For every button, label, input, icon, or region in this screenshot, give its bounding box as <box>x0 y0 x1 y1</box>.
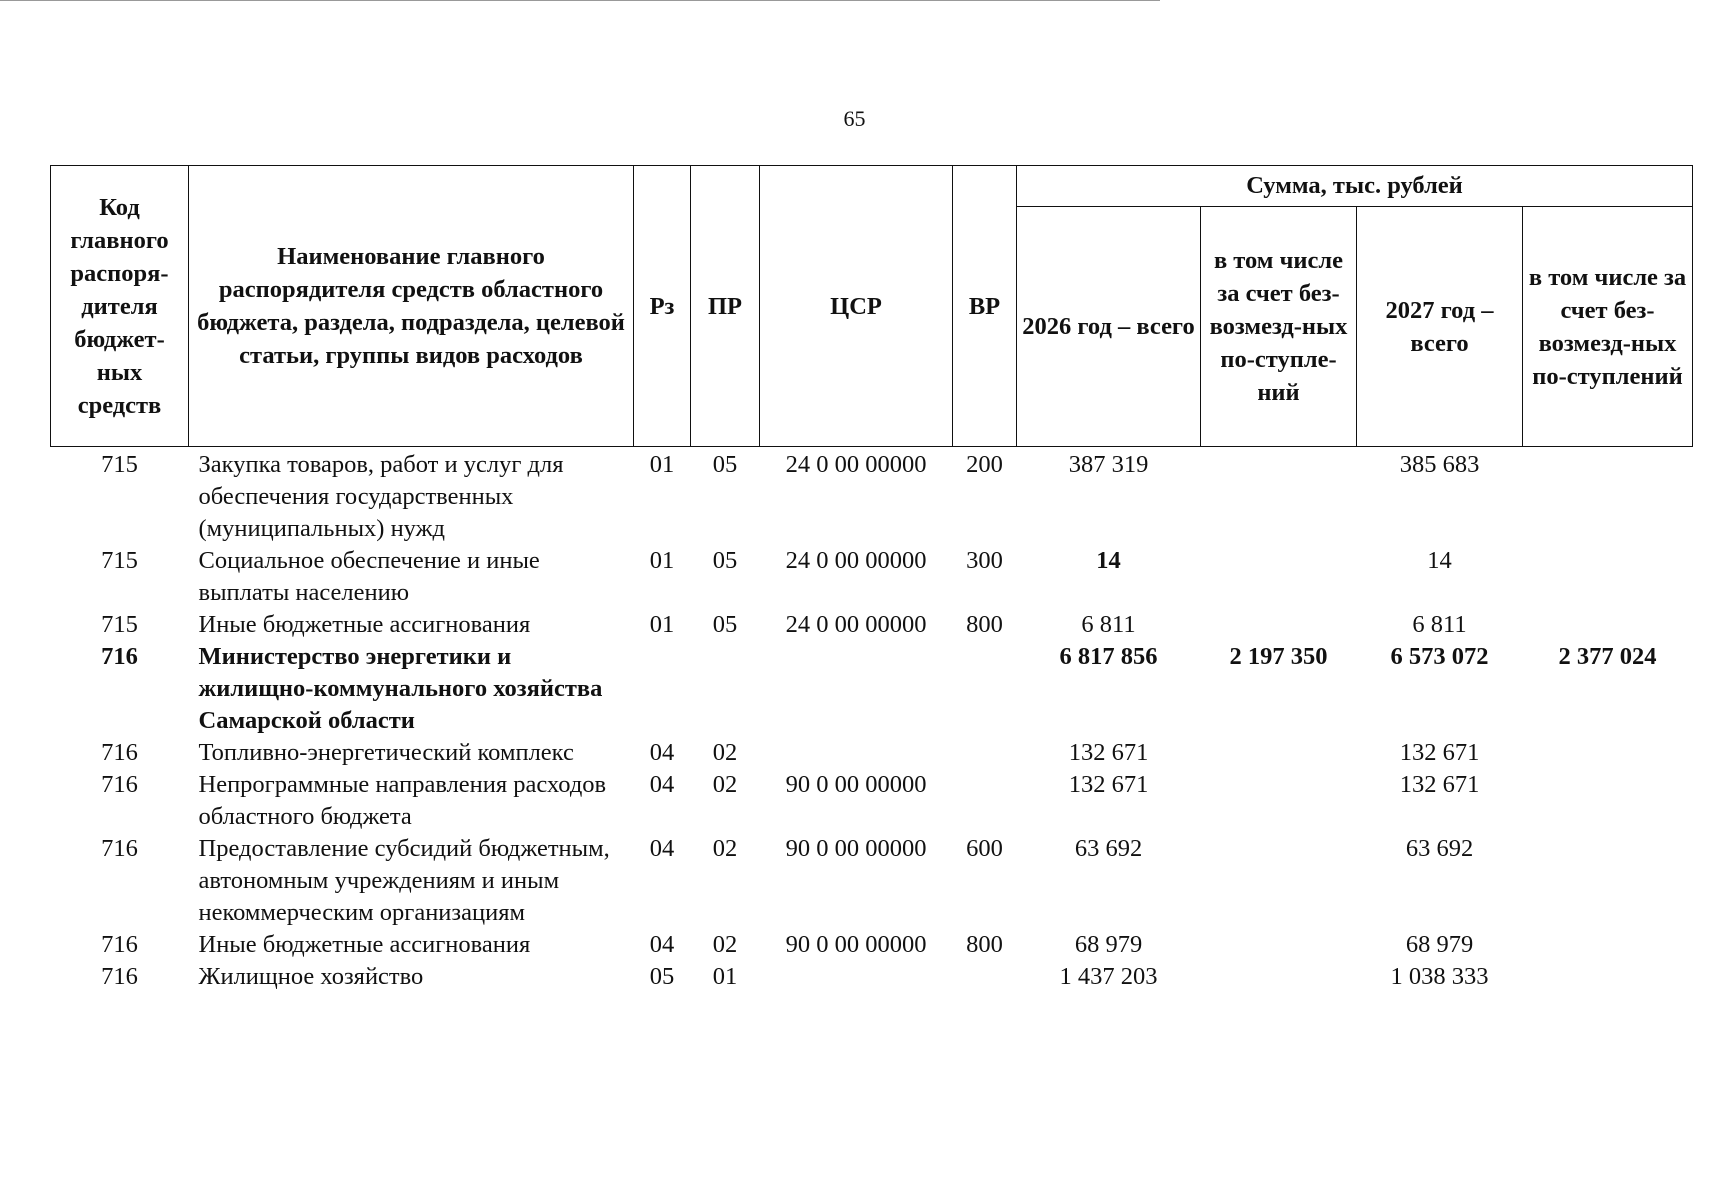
cell-code: 716 <box>101 739 138 766</box>
cell-code: 715 <box>101 547 138 574</box>
cell-2026-free <box>1201 833 1357 929</box>
table-row <box>51 769 1693 833</box>
cell-csr <box>760 961 953 993</box>
cell-2026-total: 1 437 203 <box>1059 963 1158 990</box>
cell-csr: 24 0 00 00000 <box>785 451 927 478</box>
cell-vr <box>953 737 1017 769</box>
cell-2027-free <box>1523 545 1693 609</box>
cell-pr: 02 <box>712 835 738 862</box>
cell-2026-total: 132 671 <box>1068 771 1149 798</box>
cell-csr: 90 0 00 00000 <box>785 835 927 862</box>
cell-2026-total: 6 817 856 <box>1059 643 1158 670</box>
cell-vr <box>953 641 1017 737</box>
cell-2027-free <box>1523 961 1693 993</box>
cell-csr: 24 0 00 00000 <box>785 547 927 574</box>
cell-name: Предоставление субсидий бюджетным, автономным учреждениям и иным некоммерческим организациям <box>198 835 610 926</box>
cell-rz: 01 <box>649 451 675 478</box>
cell-name: Иные бюджетные ассигнования <box>198 611 531 638</box>
cell-vr <box>953 961 1017 993</box>
cell-pr: 05 <box>712 451 738 478</box>
cell-name: Министерство энергетики и жилищно-коммунального хозяйства Самарской области <box>198 643 603 734</box>
cell-code: 716 <box>101 963 138 990</box>
table-body <box>51 447 1693 994</box>
cell-pr: 02 <box>712 771 738 798</box>
cell-2026-total: 6 811 <box>1081 611 1136 638</box>
cell-2027-free <box>1523 609 1693 641</box>
header-2026-free: в том числе за счет без-возмезд-ных по-ступле-ний <box>1201 207 1357 447</box>
cell-csr <box>760 737 953 769</box>
table-row <box>51 929 1693 961</box>
cell-2026-free <box>1201 769 1357 833</box>
cell-code: 715 <box>101 611 138 638</box>
cell-rz <box>634 641 691 737</box>
cell-name: Иные бюджетные ассигнования <box>198 931 531 958</box>
cell-2027-free <box>1523 929 1693 961</box>
header-name: Наименование главного распорядителя средств областного бюджета, раздела, подраздела, целевой статьи, группы видов расходов <box>189 166 634 447</box>
scan-edge-line <box>0 0 1160 1</box>
cell-2027-free <box>1523 833 1693 929</box>
cell-rz: 04 <box>649 739 675 766</box>
cell-2027-total: 1 038 333 <box>1390 963 1489 990</box>
cell-2027-total: 14 <box>1427 547 1452 574</box>
cell-2027-total: 6 573 072 <box>1390 643 1489 670</box>
cell-pr <box>691 641 760 737</box>
cell-vr: 200 <box>966 451 1003 478</box>
cell-2026-free <box>1201 929 1357 961</box>
cell-2026-free <box>1201 961 1357 993</box>
cell-code: 716 <box>101 931 138 958</box>
cell-2026-free: 2 197 350 <box>1229 643 1328 670</box>
table-row <box>51 737 1693 769</box>
budget-table <box>50 165 1693 993</box>
cell-2026-total: 14 <box>1096 547 1121 574</box>
table-header <box>51 166 1693 447</box>
header-csr: ЦСР <box>760 166 953 447</box>
cell-rz: 01 <box>649 547 675 574</box>
cell-name: Непрограммные направления расходов областного бюджета <box>198 771 607 830</box>
table-row <box>51 447 1693 546</box>
header-sum-title: Сумма, тыс. рублей <box>1017 166 1693 207</box>
cell-2026-free <box>1201 447 1357 546</box>
page-number: 65 <box>843 106 866 131</box>
cell-2026-free <box>1201 609 1357 641</box>
cell-2027-total: 132 671 <box>1399 739 1480 766</box>
cell-2027-free <box>1523 769 1693 833</box>
cell-2027-total: 63 692 <box>1405 835 1474 862</box>
cell-vr: 800 <box>966 611 1003 638</box>
cell-code: 715 <box>101 451 138 478</box>
cell-2026-total: 68 979 <box>1074 931 1143 958</box>
cell-code: 716 <box>101 771 138 798</box>
header-vr: ВР <box>953 166 1017 447</box>
cell-pr: 05 <box>712 611 738 638</box>
table-row <box>51 609 1693 641</box>
cell-2026-total: 63 692 <box>1074 835 1143 862</box>
cell-code: 716 <box>101 643 138 670</box>
cell-pr: 05 <box>712 547 738 574</box>
cell-2026-free <box>1201 737 1357 769</box>
cell-vr <box>953 769 1017 833</box>
cell-2027-free <box>1523 447 1693 546</box>
table-row <box>51 545 1693 609</box>
cell-2026-total: 132 671 <box>1068 739 1149 766</box>
cell-rz: 01 <box>649 611 675 638</box>
header-pr: ПР <box>691 166 760 447</box>
cell-pr: 02 <box>712 931 738 958</box>
cell-2027-total: 385 683 <box>1399 451 1480 478</box>
cell-2026-free <box>1201 545 1357 609</box>
header-2026-total: 2026 год – всего <box>1017 207 1201 447</box>
cell-csr <box>760 641 953 737</box>
cell-2027-free: 2 377 024 <box>1558 643 1657 670</box>
cell-name: Закупка товаров, работ и услуг для обеспечения государственных (муниципальных) нужд <box>198 451 564 542</box>
cell-2027-free <box>1523 737 1693 769</box>
cell-csr: 24 0 00 00000 <box>785 611 927 638</box>
table-row <box>51 961 1693 993</box>
cell-pr: 02 <box>712 739 738 766</box>
header-rz: Рз <box>634 166 691 447</box>
header-code: Код главного распоря-дителя бюджет-ных средств <box>51 166 189 447</box>
cell-csr: 90 0 00 00000 <box>785 931 927 958</box>
cell-name: Топливно-энергетический комплекс <box>198 739 574 766</box>
table-row <box>51 641 1693 737</box>
header-2027-total: 2027 год – всего <box>1357 207 1523 447</box>
cell-2026-total: 387 319 <box>1068 451 1149 478</box>
cell-csr: 90 0 00 00000 <box>785 771 927 798</box>
cell-code: 716 <box>101 835 138 862</box>
cell-vr: 600 <box>966 835 1003 862</box>
cell-2027-total: 68 979 <box>1405 931 1474 958</box>
cell-rz: 04 <box>649 931 675 958</box>
cell-rz: 05 <box>649 963 675 990</box>
cell-vr: 800 <box>966 931 1003 958</box>
table-row <box>51 833 1693 929</box>
cell-2027-total: 6 811 <box>1412 611 1467 638</box>
header-2027-free: в том числе за счет без-возмезд-ных по-ступлений <box>1523 207 1693 447</box>
cell-2027-total: 132 671 <box>1399 771 1480 798</box>
cell-rz: 04 <box>649 771 675 798</box>
cell-vr: 300 <box>966 547 1003 574</box>
cell-pr: 01 <box>712 963 738 990</box>
cell-name: Жилищное хозяйство <box>198 963 424 990</box>
cell-rz: 04 <box>649 835 675 862</box>
cell-name: Социальное обеспечение и иные выплаты населению <box>198 547 540 606</box>
